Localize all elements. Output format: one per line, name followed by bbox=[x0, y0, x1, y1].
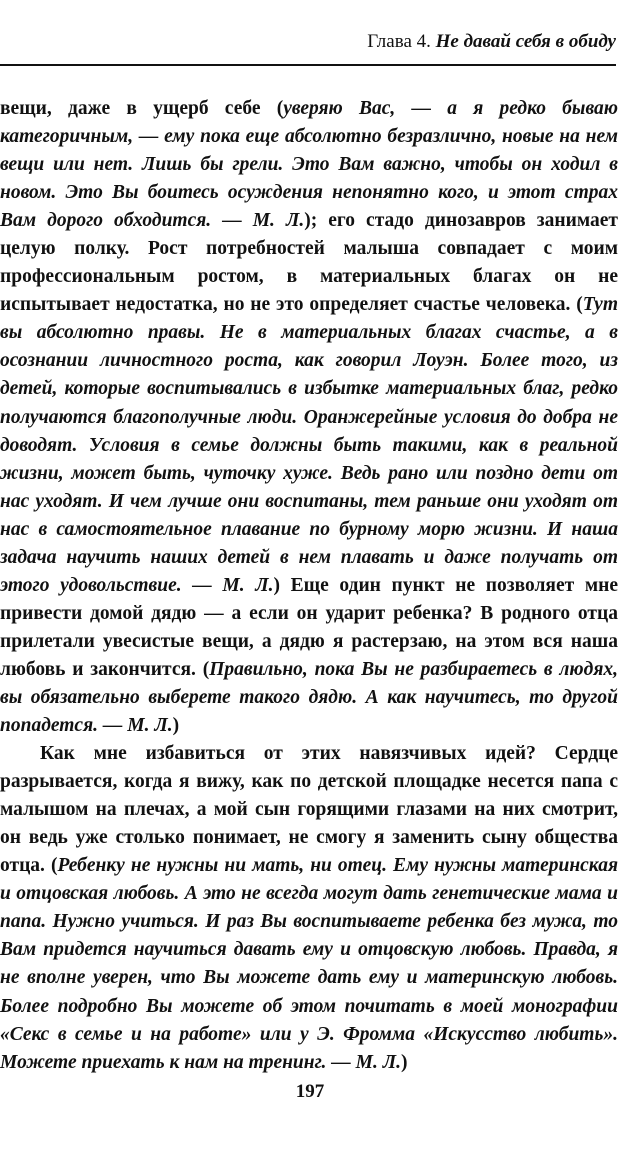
letter-text: Как мне избавиться от этих навязчивых идей? Сердце разрывается, когда я вижу, как по детской площадке несется папа с малышом на плечах, а мой сын горящими глазами на них смотрит, он ведь уже столько понимает, не смогу я заменить сыну общества отца. ( bbox=[0, 743, 618, 877]
paragraph bbox=[0, 740, 618, 1077]
paragraph bbox=[0, 95, 618, 740]
chapter-title: Не давай себя в обиду bbox=[435, 31, 616, 52]
body-text bbox=[0, 95, 618, 1077]
letter-text: ) bbox=[401, 1051, 408, 1073]
chapter-label: Глава 4. bbox=[367, 31, 436, 52]
author-comment: уверяю Вас, — а я редко бываю категоричным, — ему пока еще абсолютно безразлично, новые на нем вещи или нет. Лишь бы грели. Это Вам важно, чтобы он ходил в новом. Это Вы боитесь осуждения непонятно кого, и этот страх Вам дорого обходится. — М. Л. bbox=[0, 98, 619, 232]
running-header bbox=[0, 30, 616, 54]
page-number: 197 bbox=[295, 1081, 325, 1102]
letter-text: вещи, даже в ущерб себе ( bbox=[0, 98, 284, 119]
letter-text: ) bbox=[172, 715, 180, 737]
author-comment: Ребенку не нужны ни мать, ни отец. Ему нужны материнская и отцовская любовь. А это не всегда могут дать генетические мама и папа. Нужно учиться. И раз Вы воспитываете ребенка без мужа, то Вам придется научиться давать ему и отцовскую любовь. Правда, я не вполне уверен, что Вы можете дать ему и материнскую любовь. Более подробно Вы можете об этом почитать в моей монографии «Секс в семье и на работе» или у Э. Фромма «Искусство любить». Можете приехать к нам на тренинг. — М. Л. bbox=[0, 855, 618, 1073]
author-comment: Тут вы абсолютно правы. Не в материальных благах счастье, а в осознании личностного роста, как говорил Лоуэн. Более того, из детей, которые воспитывались в избытке материальных благ, редко получаются благополучные люди. Оранжерейные условия до добра не доводят. Условия в семье должны быть такими, как в реальной жизни, может быть, чуточку хуже. Ведь рано или поздно дети от нас уходят. И чем лучше они воспитаны, тем раньше они уходят от нас в самостоятельное плавание по бурному морю жизни. И наша задача научить наших детей в нем плавать и даже получать от этого удовольствие. — М. Л. bbox=[0, 294, 618, 596]
letter-text: ); его стадо динозавров занимает целую полку. Рост потребностей малыша совпадает с моим профессиональным ростом, в материальных благах он не испытывает недостатка, но не это определяет счастье человека. ( bbox=[0, 210, 618, 316]
header-rule bbox=[0, 64, 616, 66]
letter-text: ) Еще один пункт не позволяет мне привести домой дядю — а если он ударит ребенка? В родного отца прилетали увесистые вещи, а дядю я растерзаю, на этом вся наша любовь и закончится. ( bbox=[0, 574, 618, 680]
author-comment: Правильно, пока Вы не разбираетесь в людях, вы обязательно выберете такого дядю. А как научитесь, то другой попадется. — М. Л. bbox=[0, 658, 618, 737]
